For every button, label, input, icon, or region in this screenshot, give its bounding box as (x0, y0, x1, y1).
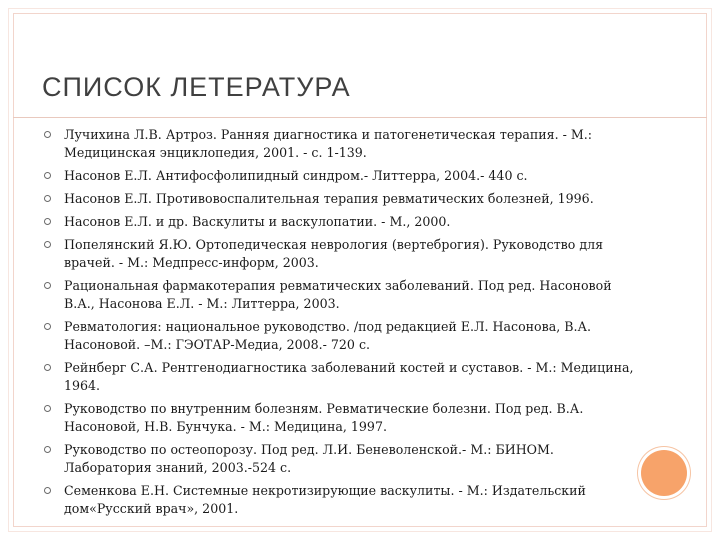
list-item (44, 213, 644, 231)
reference-text: Руководство по остеопорозу. Под ред. Л.И. Беневоленской.- М.: БИНОМ. Лаборатория знаний, 2003.-524 с. (64, 442, 554, 475)
bullet-icon (44, 241, 51, 248)
decorative-circle-icon (641, 450, 687, 496)
bullet-icon (44, 405, 51, 412)
reference-text: Попелянский Я.Ю. Ортопедическая неврология (вертеброгия). Руководство для врачей. - М.: Медпресс-информ, 2003. (64, 237, 604, 270)
list-item (44, 318, 644, 354)
reference-text: Рациональная фармакотерапия ревматических заболеваний. Под ред. Насоновой В.А., Насонова Е.Л. - М.: Литтерра, 2003. (64, 278, 612, 311)
list-item (44, 400, 644, 436)
list-item (44, 277, 644, 313)
reference-list (44, 126, 644, 518)
reference-text: Насонов Е.Л. Противовоспалительная терапия ревматических болезней, 1996. (64, 191, 594, 206)
title-divider (13, 117, 707, 118)
reference-text: Ревматология: национальное руководство. /под редакцией Е.Л. Насонова, В.А. Насоновой. –М.: ГЭОТАР-Медиа, 2008.- 720 с. (64, 319, 592, 352)
bullet-icon (44, 195, 51, 202)
bullet-icon (44, 323, 51, 330)
bullet-icon (44, 218, 51, 225)
bullet-icon (44, 282, 51, 289)
list-item (44, 126, 644, 162)
reference-text: Рейнберг С.А. Рентгенодиагностика заболеваний костей и суставов. - М.: Медицина, 1964. (64, 360, 634, 393)
reference-text: Лучихина Л.В. Артроз. Ранняя диагностика и патогенетическая терапия. - М.: Медицинская энциклопедия, 2001. - с. 1-139. (64, 127, 592, 160)
list-item (44, 359, 644, 395)
reference-text: Насонов Е.Л. Антифосфолипидный синдром.- Литтерра, 2004.- 440 с. (64, 168, 528, 183)
list-item (44, 482, 644, 518)
bullet-icon (44, 487, 51, 494)
slide-title: СПИСОК ЛЕТЕРАТУРА (42, 72, 351, 102)
list-item (44, 441, 644, 477)
bullet-icon (44, 364, 51, 371)
reference-text: Семенкова Е.Н. Системные некротизирующие васкулиты. - М.: Издательский дом«Русский врач», 2001. (64, 483, 586, 516)
bullet-icon (44, 172, 51, 179)
reference-text: Насонов Е.Л. и др. Васкулиты и васкулопатии. - М., 2000. (64, 214, 451, 229)
reference-text: Руководство по внутренним болезням. Ревматические болезни. Под ред. В.А. Насоновой, Н.В. Бунчука. - М.: Медицина, 1997. (64, 401, 584, 434)
list-item (44, 190, 644, 208)
bullet-icon (44, 131, 51, 138)
list-item (44, 167, 644, 185)
list-item (44, 236, 644, 272)
bullet-icon (44, 446, 51, 453)
